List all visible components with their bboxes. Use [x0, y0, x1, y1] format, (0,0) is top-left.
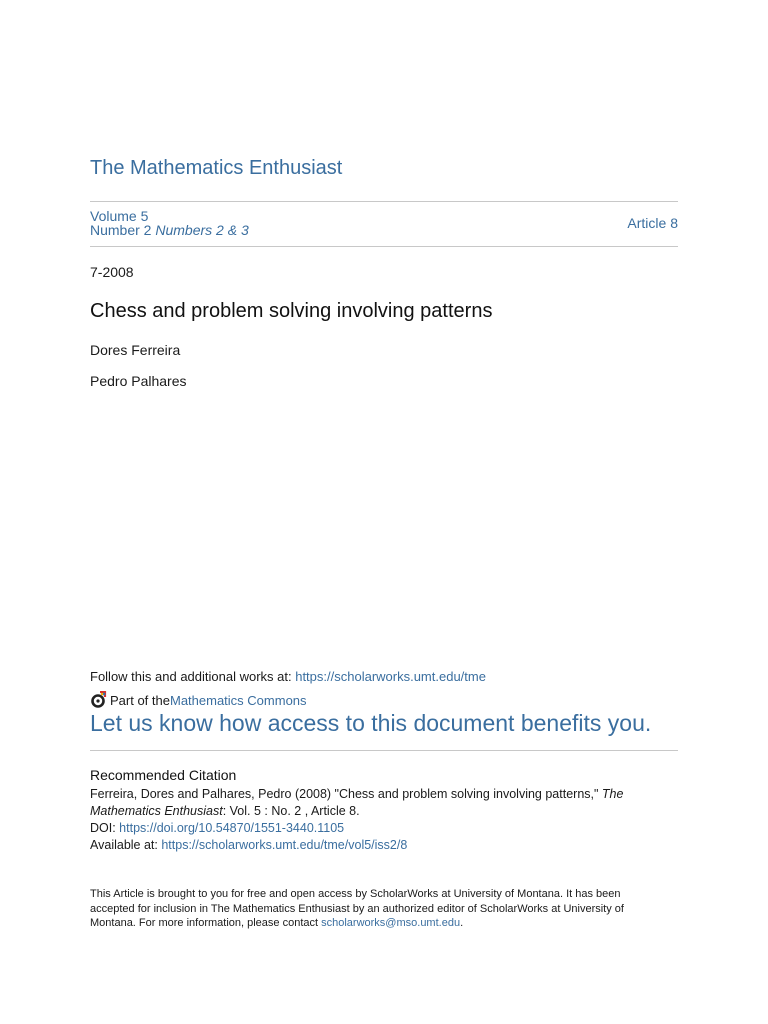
- mathematics-commons-link[interactable]: Mathematics Commons: [169, 692, 307, 708]
- recommended-citation-heading: Recommended Citation: [90, 767, 237, 783]
- publication-date: 7-2008: [90, 264, 134, 280]
- citation-divider: [90, 750, 678, 751]
- follow-url-link[interactable]: https://scholarworks.umt.edu/tme: [295, 669, 486, 684]
- journal-title-link[interactable]: The Mathematics Enthusiast: [90, 157, 343, 179]
- citation-authors-title: Ferreira, Dores and Palhares, Pedro (2008) "Chess and problem solving involving patterns,": [90, 787, 602, 801]
- contact-email-link[interactable]: scholarworks@mso.umt.edu: [321, 917, 461, 929]
- footer-line-1: This Article is brought to you for free and open access by ScholarWorks at University of Montana. It has been: [90, 888, 621, 900]
- citation-volume-info: : Vol. 5 : No. 2 , Article 8.: [222, 804, 360, 818]
- second-divider: [90, 246, 678, 247]
- footer-line-3-prefix: Montana. For more information, please contact: [90, 917, 322, 929]
- part-of-line: [90, 691, 307, 709]
- available-label: Available at:: [90, 838, 162, 852]
- author-1: Dores Ferreira: [90, 342, 181, 358]
- footer-line-3: [90, 916, 680, 931]
- article-title: Chess and problem solving involving patterns: [90, 300, 493, 322]
- open-access-note: [90, 887, 680, 931]
- citation-line-1: [90, 786, 650, 803]
- number-title[interactable]: Numbers 2 & 3: [155, 222, 249, 238]
- footer-line-3-suffix: .: [460, 917, 464, 929]
- follow-line: [90, 669, 486, 684]
- doi-link[interactable]: https://doi.org/10.54870/1551-3440.1105: [119, 821, 345, 835]
- part-of-prefix: Part of the: [110, 692, 170, 708]
- top-divider: [90, 201, 678, 202]
- number-link[interactable]: Number 2: [90, 222, 152, 238]
- network-commons-icon: [90, 691, 108, 709]
- citation-doi-line: [90, 820, 650, 837]
- citation-journal-part2: Mathematics Enthusiast: [90, 804, 223, 818]
- citation-journal-part1: The: [601, 787, 624, 801]
- citation-available-line: [90, 837, 650, 854]
- doi-label: DOI:: [90, 821, 120, 835]
- footer-line-2: accepted for inclusion in The Mathematics Enthusiast by an authorized editor of ScholarWorks at University of: [90, 902, 624, 915]
- access-benefits-link[interactable]: Let us know how access to this document benefits you.: [90, 710, 652, 736]
- author-2: Pedro Palhares: [90, 373, 187, 389]
- number-line: [90, 223, 249, 237]
- follow-prefix: Follow this and additional works at:: [90, 669, 296, 684]
- citation-line-2: [90, 803, 650, 820]
- volume-block: [90, 209, 249, 237]
- volume-link[interactable]: Volume 5: [90, 208, 149, 224]
- journal-title[interactable]: [90, 157, 342, 180]
- citation-block: [90, 786, 650, 854]
- article-number-link[interactable]: Article 8: [627, 215, 678, 231]
- available-at-link[interactable]: https://scholarworks.umt.edu/tme/vol5/iss2/8: [161, 838, 408, 852]
